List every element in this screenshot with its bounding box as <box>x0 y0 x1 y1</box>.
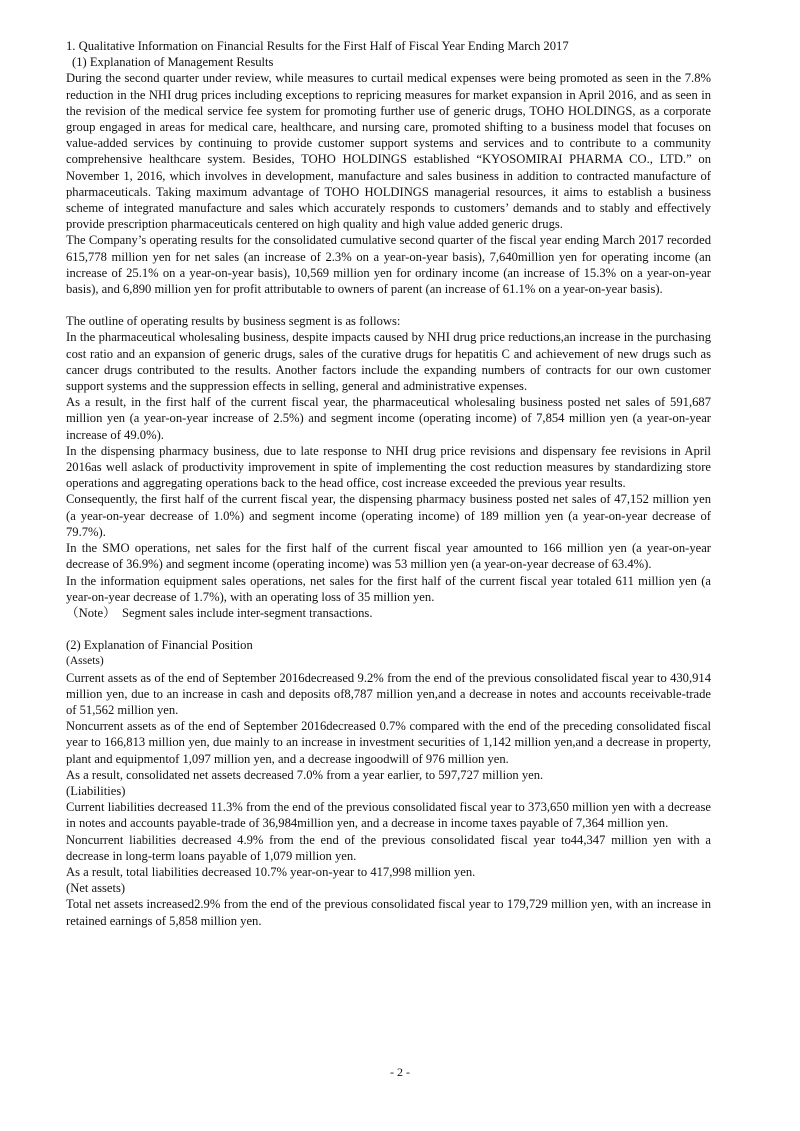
paragraph-total-liabilities: As a result, total liabilities decreased 10.7% year-on-year to 417,998 million yen. <box>66 864 476 879</box>
paragraph-operating-results: The Company’s operating results for the consolidated cumulative second quarter of the fiscal year ending March 2017 recorded 615,778 million yen for net sales (an increase of 2.3% on a year-on-year basis), 7,640million yen for operating income (an increase of 25.1% on a year-on-year basis), 10,569 million yen for ordinary income (an increase of 15.3% on a year-on-year basis), and 6,890 million yen for profit attributable to owners of parent (an increase of 61.1% on a year-on-year basis). <box>66 233 711 297</box>
document-heading: 1. Qualitative Information on Financial Results for the First Half of Fiscal Year Ending March 2017 <box>66 39 569 53</box>
paragraph-segment-outline: The outline of operating results by business segment is as follows: <box>66 314 401 329</box>
paragraph-dispensing-result: Consequently, the first half of the current fiscal year, the dispensing pharmacy business posted net sales of 47,152 million yen (a year-on-year decrease of 1.0%) and segment income (operating income) of 189 million yen (a year-on-year decrease of 79.7%). <box>66 492 711 539</box>
paragraph-noncurrent-liabilities: Noncurrent liabilities decreased 4.9% from the end of the previous consolidated fiscal year to44,347 million yen with a decrease in long-term loans payable of 1,079 million yen. <box>66 832 711 863</box>
assets-label: (Assets) <box>66 655 104 668</box>
paragraph-overview: During the second quarter under review, while measures to curtail medical expenses were being promoted as seen in the 7.8% reduction in the NHI drug prices including exceptions to repricing measures for market expansion in April 2016, and as seen in the revision of the medical service fee system for promoting further use of generic drugs, TOHO HOLDINGS, as a corporate group engaged in areas for medical care, healthcare, and nursing care, promoted shifting to a business model that focuses on value-added services by continuing to provide customer support systems and services and to contribute to a community comprehensive healthcare system. Besides, TOHO HOLDINGS established “KYOSOMIRAI PHARMA CO., LTD.” on November 1, 2016, which involves in development, manufacture and sales business in addition to contracted manufacture of pharmaceuticals. Taking maximum advantage of TOHO HOLDINGS managerial resources, it aims to establish a business scheme of integrated manufacture and sales which accurately responds to customers’ demands and to stably and effectively provide prescription pharmaceuticals centered on high quality and high value added generic drugs. <box>66 71 711 232</box>
paragraph-noncurrent-assets: Noncurrent assets as of the end of September 2016decreased 0.7% compared with the end of the preceding consolidated fiscal year to 166,813 million yen, due mainly to an increase in investment securities of 1,142 million yen,and a decrease in property, plant and equipmentof 1,097 million yen, and a decrease ingoodwill of 976 million yen. <box>66 719 711 766</box>
section-title-management-results: (1) Explanation of Management Results <box>72 55 274 70</box>
liabilities-label: (Liabilities) <box>66 783 126 798</box>
net-assets-label: (Net assets) <box>66 881 126 896</box>
paragraph-current-assets: Current assets as of the end of September 2016decreased 9.2% from the end of the previous consolidated fiscal year to 430,914 million yen, due to an increase in cash and deposits of8,787 million yen,and a decrease in notes and accounts receivable-trade of 51,562 million yen. <box>66 670 711 717</box>
page-number: - 2 - <box>390 1065 410 1079</box>
document-body <box>66 38 711 929</box>
paragraph-dispensing: In the dispensing pharmacy business, due to late response to NHI drug price revisions and dispensary fee revisions in April 2016as well aslack of productivity improvement in spite of implementing the cost reduction measures by standardizing store operations and aggregating operations back to the head office, cost increase exceeded the previous year results. <box>66 443 711 491</box>
paragraph-wholesaling-result: As a result, in the first half of the current fiscal year, the pharmaceutical wholesaling business posted net sales of 591,687 million yen (a year-on-year increase of 2.5%) and segment income (operating income) of 7,854 million yen (a year-on-year increase of 49.0%). <box>66 395 711 442</box>
spacer <box>66 297 711 313</box>
section-title-financial-position: (2) Explanation of Financial Position <box>66 638 253 653</box>
segment-note: （Note） Segment sales include inter-segment transactions. <box>66 605 373 620</box>
paragraph-smo: In the SMO operations, net sales for the first half of the current fiscal year amounted to 166 million yen (a year-on-year decrease of 36.9%) and segment income (operating income) was 53 million yen (a year-on-year decrease of 63.4%). <box>66 541 711 572</box>
paragraph-total-assets: As a result, consolidated net assets decreased 7.0% from a year earlier, to 597,727 million yen. <box>66 767 544 782</box>
paragraph-wholesaling: In the pharmaceutical wholesaling business, despite impacts caused by NHI drug price reductions,an increase in the purchasing cost ratio and an expansion of generic drugs, sales of the curative drugs for hepatitis C and achievement of new drugs such as cancer drugs contributed to the results. Another factors include the expanding numbers of contracts for our own customer support systems and the suppression effects in selling, general and administrative expenses. <box>66 330 711 394</box>
spacer <box>66 621 711 637</box>
paragraph-net-assets: Total net assets increased2.9% from the end of the previous consolidated fiscal year to 179,729 million yen, with an increase in retained earnings of 5,858 million yen. <box>66 897 711 928</box>
paragraph-current-liabilities: Current liabilities decreased 11.3% from the end of the previous consolidated fiscal year to 373,650 million yen with a decrease in notes and accounts payable-trade of 36,984million yen, and a decrease in income taxes payable of 7,364 million yen. <box>66 800 711 831</box>
paragraph-information-equipment: In the information equipment sales operations, net sales for the first half of the current fiscal year totaled 611 million yen (a year-on-year decrease of 1.7%), with an operating loss of 35 million yen. <box>66 573 711 604</box>
